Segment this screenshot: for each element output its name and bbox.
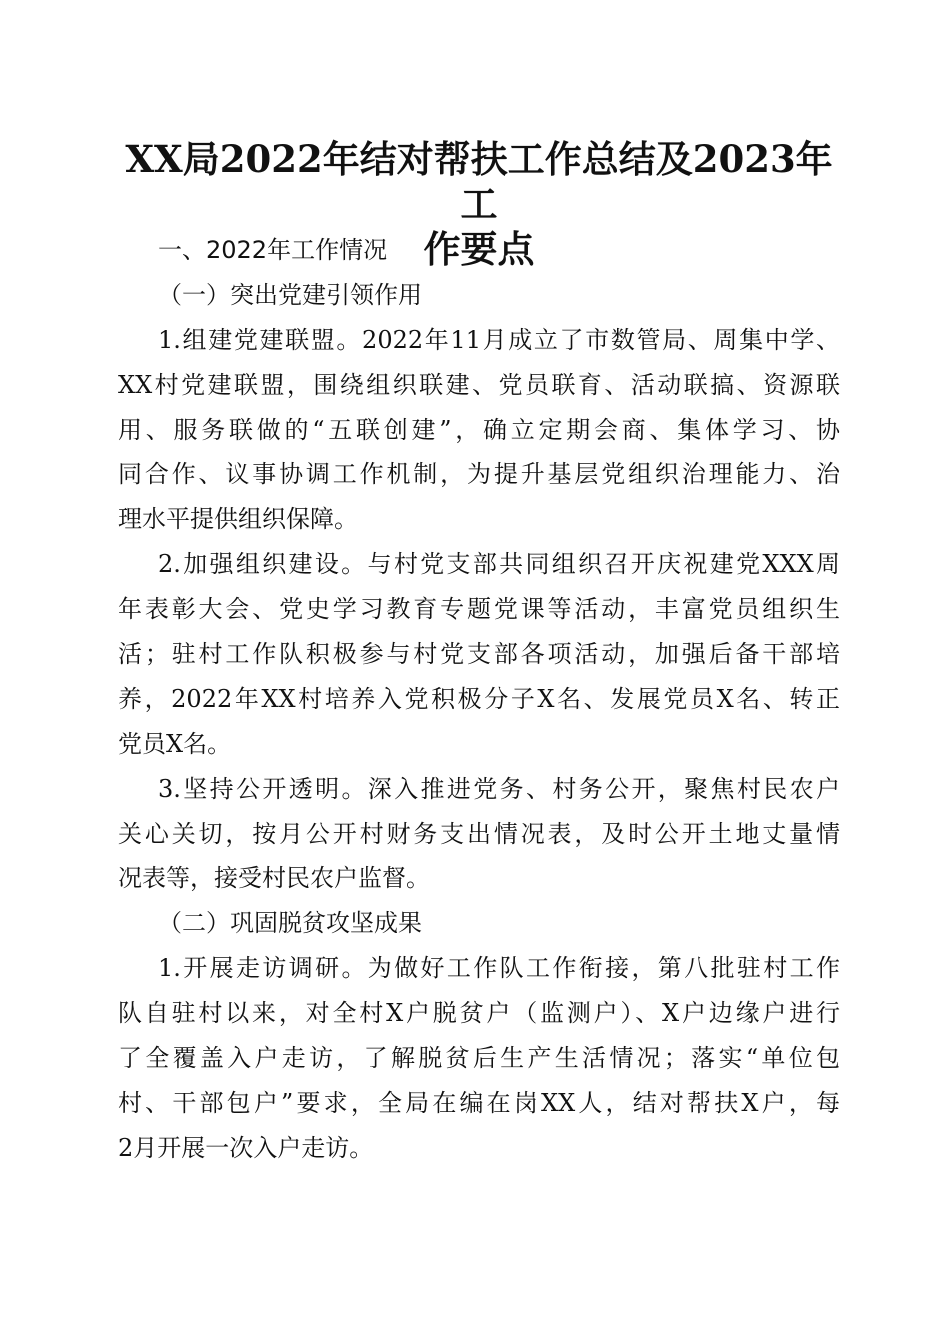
subsection-heading: （一）突出党建引领作用 (158, 280, 422, 309)
paragraph-line: 同合作、议事协调工作机制，为提升基层党组织治理能力、治 (118, 460, 840, 489)
document-body (118, 228, 840, 1171)
paragraph-line: 理水平提供组织保障。 (118, 505, 358, 534)
title-line: 作要点 (423, 227, 535, 271)
subsection-heading: （二）巩固脱贫攻坚成果 (158, 909, 422, 938)
paragraph-line: 队自驻村以来，对全村X户脱贫户（监测户）、X户边缘户进行 (118, 999, 840, 1028)
paragraph-line: 村、干部包户”要求，全局在编在岗XX人，结对帮扶X户，每 (118, 1088, 840, 1117)
paragraph-line: 1.组建党建联盟。2022年11月成立了市数管局、周集中学、 (158, 325, 840, 354)
section-heading: 一、2022年工作情况 (158, 236, 388, 264)
paragraph-line: 了全覆盖入户走访，了解脱贫后生产生活情况；落实“单位包 (118, 1044, 840, 1073)
paragraph-line: 党员X名。 (118, 729, 232, 758)
paragraph-line: 1.开展走访调研。为做好工作队工作衔接，第八批驻村工作 (158, 954, 840, 983)
paragraph-line: 况表等，接受村民农户监督。 (118, 864, 430, 893)
paragraph (118, 318, 840, 542)
paragraph (118, 542, 840, 766)
paragraph-line: 年表彰大会、党史学习教育专题党课等活动，丰富党员组织生 (118, 595, 840, 624)
paragraph-line: 3.坚持公开透明。深入推进党务、村务公开，聚焦村民农户 (158, 774, 840, 803)
paragraph-line: 2月开展一次入户走访。 (118, 1133, 374, 1162)
paragraph (118, 946, 840, 1170)
paragraph (118, 767, 840, 902)
paragraph-line: 养，2022年XX村培养入党积极分子X名、发展党员X名、转正 (118, 684, 840, 713)
paragraph-line: 用、服务联做的“五联创建”，确立定期会商、集体学习、协 (118, 415, 840, 444)
paragraph-line: XX村党建联盟，围绕组织联建、党员联育、活动联搞、资源联 (118, 370, 840, 399)
paragraph-line: 关心关切，按月公开村财务支出情况表，及时公开土地丈量情 (118, 819, 840, 848)
title-line: XX局2022年结对帮扶工作总结及2023年工 (125, 137, 833, 226)
paragraph-line: 活；驻村工作队积极参与村党支部各项活动，加强后备干部培 (118, 640, 840, 669)
paragraph-line: 2.加强组织建设。与村党支部共同组织召开庆祝建党XXX周 (158, 550, 840, 579)
